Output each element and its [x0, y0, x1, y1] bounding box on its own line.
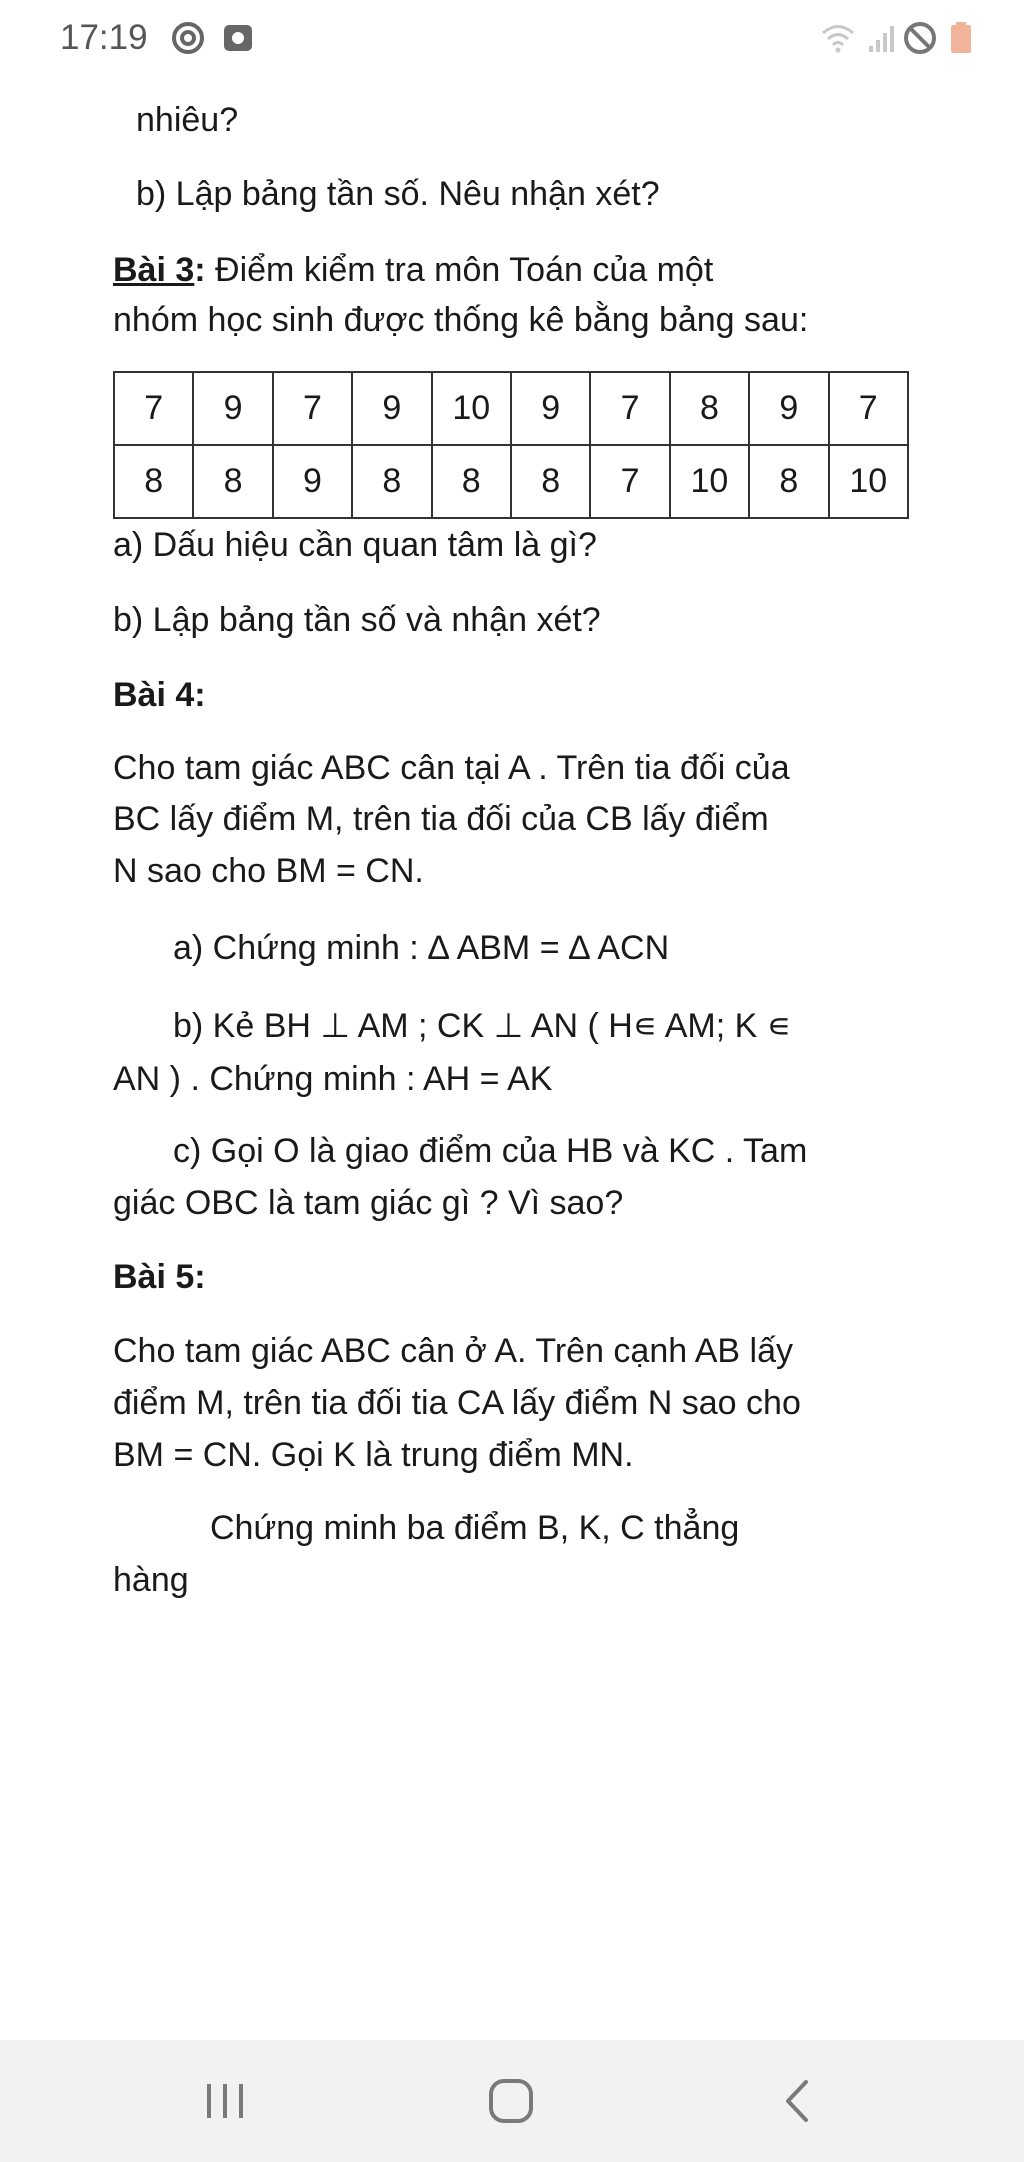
text-line: b) Kẻ BH ⊥ AM ; CK ⊥ AN ( H∊ AM; K ∊	[173, 1007, 792, 1045]
text-line: a) Dấu hiệu cần quan tâm là gì?	[113, 526, 597, 564]
table-row	[114, 445, 908, 518]
status-bar	[0, 0, 1024, 80]
battery-icon	[943, 20, 979, 56]
text-line: Chứng minh ba điểm B, K, C thẳng	[210, 1509, 740, 1547]
table-cell: 7	[829, 372, 908, 445]
text-line: b) Lập bảng tần số. Nêu nhận xét?	[136, 175, 660, 213]
text-line: hàng	[113, 1561, 189, 1599]
table-cell: 8	[114, 445, 193, 518]
text-line: Cho tam giác ABC cân tại A . Trên tia đối của	[113, 749, 790, 787]
table-cell: 9	[749, 372, 828, 445]
text-line: AN ) . Chứng minh : AH = AK	[113, 1060, 553, 1098]
status-time: 17:19	[60, 18, 148, 57]
table-cell: 8	[749, 445, 828, 518]
bai4-heading: Bài 4:	[113, 676, 206, 714]
bai3-label: Bài 3	[113, 251, 195, 289]
text-line: BC lấy điểm M, trên tia đối của CB lấy điểm	[113, 800, 769, 838]
media-icon	[220, 20, 256, 56]
table-cell: 7	[590, 445, 669, 518]
table-cell: 8	[352, 445, 431, 518]
do-not-disturb-icon	[902, 20, 938, 56]
recent-apps-button[interactable]	[190, 2070, 260, 2132]
table-cell: 9	[511, 372, 590, 445]
table-cell: 9	[193, 372, 272, 445]
text-line: N sao cho BM = CN.	[113, 852, 424, 890]
table-cell: 7	[273, 372, 352, 445]
table-cell: 8	[432, 445, 511, 518]
bai3-colon: :	[194, 251, 206, 289]
navigation-bar	[0, 2040, 1024, 2162]
text-line: a) Chứng minh : ∆ ABM = ∆ ACN	[173, 929, 670, 967]
home-icon	[491, 2081, 531, 2121]
back-icon	[788, 2082, 806, 2120]
table-row	[114, 372, 908, 445]
recent-apps-icon	[207, 2084, 243, 2118]
table-cell: 7	[114, 372, 193, 445]
table-cell: 8	[193, 445, 272, 518]
table-cell: 10	[670, 445, 749, 518]
text-line: c) Gọi O là giao điểm của HB và KC . Tam	[173, 1132, 808, 1170]
table-cell: 8	[511, 445, 590, 518]
score-table	[113, 371, 909, 519]
back-button[interactable]	[762, 2070, 832, 2132]
text-line: nhiêu?	[136, 101, 239, 139]
wifi-icon	[820, 20, 856, 56]
bai3-heading-line	[113, 250, 713, 290]
table-cell: 8	[670, 372, 749, 445]
table-cell: 7	[590, 372, 669, 445]
text-line: điểm M, trên tia đối tia CA lấy điểm N sao cho	[113, 1384, 801, 1422]
bai3-text: Điểm kiểm tra môn Toán của một	[205, 251, 714, 289]
table-cell: 10	[432, 372, 511, 445]
text-line: b) Lập bảng tần số và nhận xét?	[113, 601, 601, 639]
table-cell: 9	[273, 445, 352, 518]
signal-icon	[866, 20, 902, 56]
bai5-heading: Bài 5:	[113, 1258, 206, 1296]
assistant-icon	[170, 20, 206, 56]
text-line: giác OBC là tam giác gì ? Vì sao?	[113, 1184, 624, 1222]
text-line: nhóm học sinh được thống kê bằng bảng sau:	[113, 301, 809, 339]
text-line: Cho tam giác ABC cân ở A. Trên cạnh AB lấy	[113, 1332, 793, 1370]
table-cell: 10	[829, 445, 908, 518]
table-cell: 9	[352, 372, 431, 445]
home-button[interactable]	[476, 2070, 546, 2132]
text-line: BM = CN. Gọi K là trung điểm MN.	[113, 1436, 634, 1474]
